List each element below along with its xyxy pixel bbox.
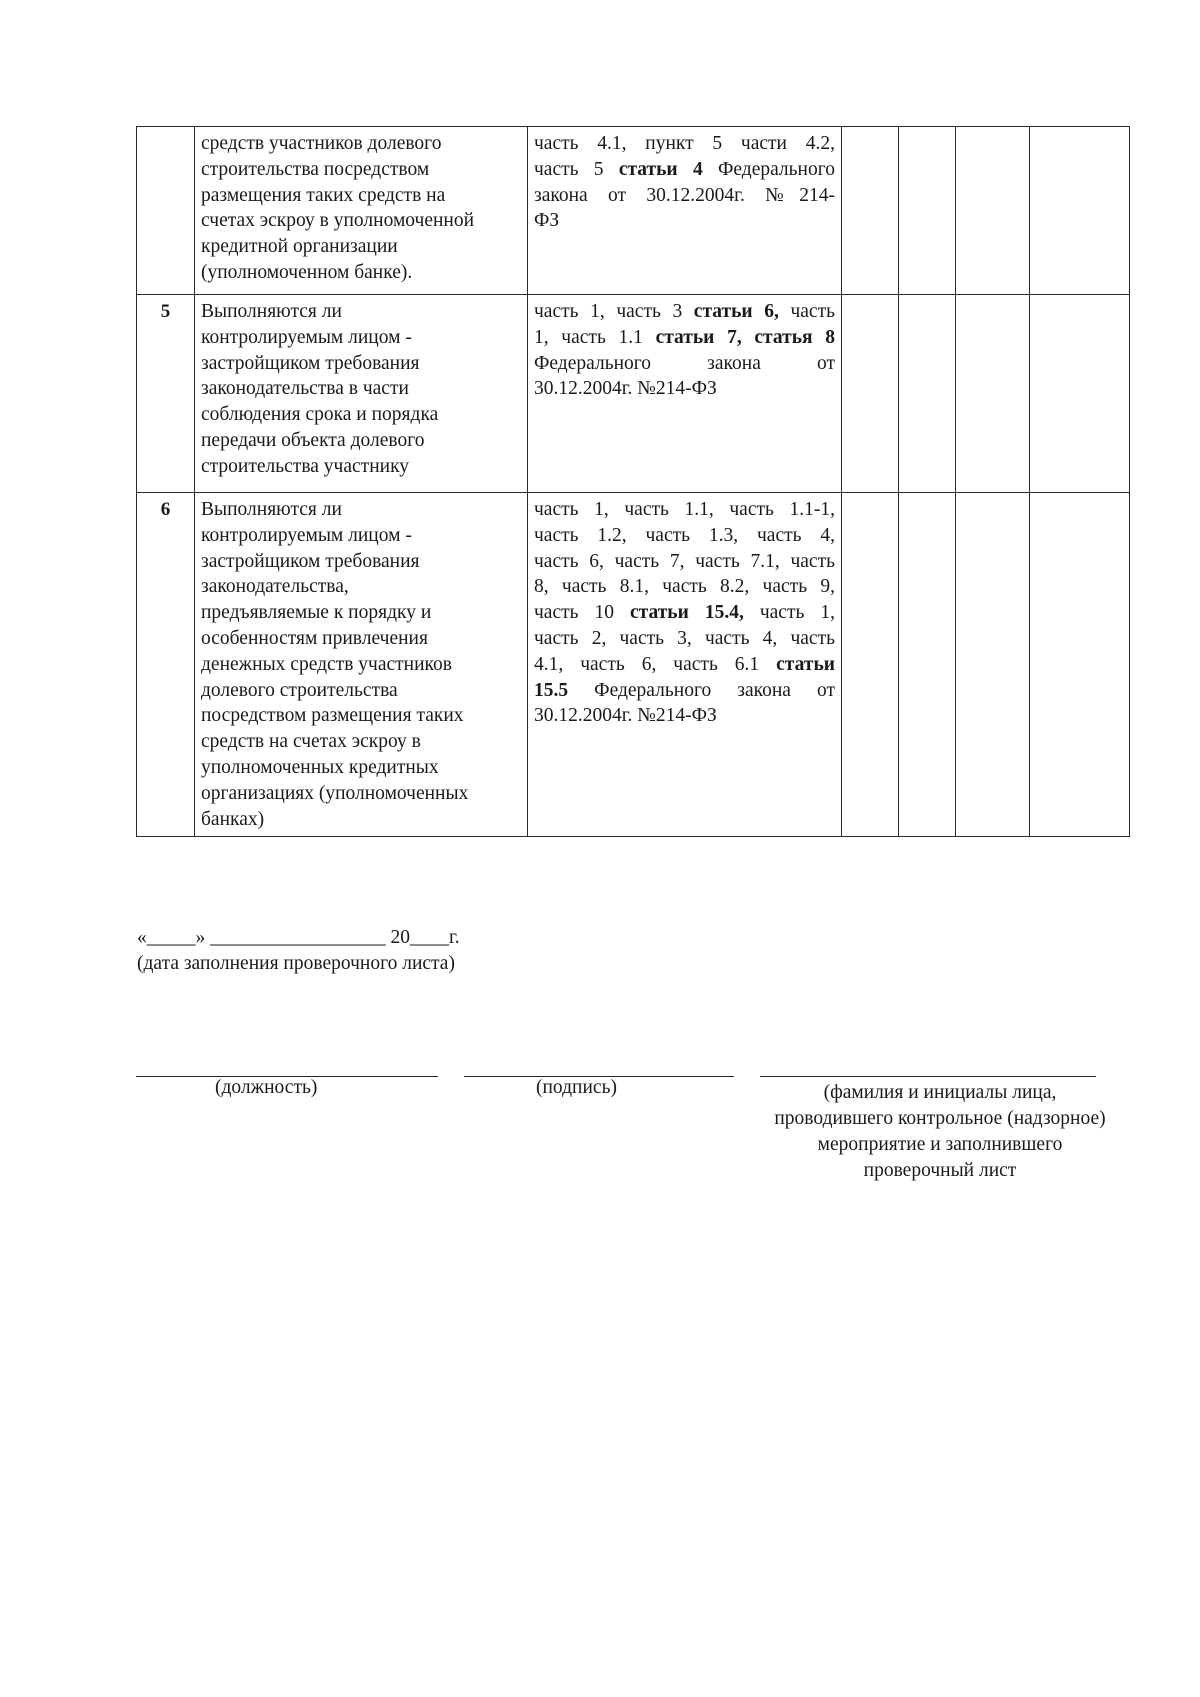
requirement-text: часть 6, часть 7, часть 7.1, часть (534, 550, 835, 572)
requirement-text: часть 1, (743, 602, 835, 624)
question-line: посредством размещения таких (201, 705, 464, 727)
requirement-text: 4.1, часть 6, часть 6.1 (534, 653, 777, 675)
date-fill-line[interactable]: «_____» __________________ 20____г. (137, 927, 460, 948)
question-cell (195, 127, 528, 295)
question-line: законодательства в части (201, 378, 409, 400)
requirement-text: 30.12.2004г. №214-ФЗ (534, 705, 717, 727)
question-line: передачи объекта долевого (201, 429, 425, 451)
question-line: контролируемым лицом - (201, 524, 412, 546)
question-line: предъявляемые к порядку и (201, 602, 432, 624)
requirement-text: часть 1, часть 1.1, часть 1.1-1, (534, 499, 835, 520)
requirement-line (534, 600, 835, 626)
row-number: 5 (137, 295, 195, 493)
date-block (137, 925, 460, 977)
question-line: особенностям привлечения (201, 627, 428, 649)
requirement-line (534, 131, 835, 157)
answer-note-cell[interactable] (1030, 127, 1130, 295)
row-number: 6 (137, 493, 195, 837)
requirement-text: закона от 30.12.2004г. №214- (534, 184, 835, 206)
requirement-text: часть 5 (534, 158, 619, 180)
question-line: Выполняются ли (201, 499, 342, 520)
requirement-cell (528, 493, 842, 837)
requirement-line (534, 652, 835, 678)
position-label: (должность) (215, 1077, 318, 1098)
answer-yes-cell[interactable] (842, 127, 899, 295)
law-article-reference: статьи 7, статья 8 (655, 326, 835, 348)
requirement-line (534, 325, 835, 351)
question-line: денежных средств участников (201, 653, 452, 675)
question-cell (195, 493, 528, 837)
requirement-line (534, 626, 835, 652)
requirement-cell (528, 295, 842, 493)
requirement-line (534, 299, 835, 325)
fio-signature-line[interactable] (760, 1076, 1096, 1077)
question-cell (195, 295, 528, 493)
answer-no-cell[interactable] (899, 295, 956, 493)
requirement-line (534, 574, 835, 600)
question-line: строительства участнику (201, 455, 410, 477)
fio-label-line: проводившего контрольное (надзорное) (774, 1108, 1106, 1129)
requirement-line (534, 157, 835, 183)
requirement-cell (528, 127, 842, 295)
answer-yes-cell[interactable] (842, 493, 899, 837)
answer-not-applicable-cell[interactable] (956, 493, 1030, 837)
requirement-text: Федерального (702, 158, 836, 180)
requirement-text: Федерального закона от (534, 352, 835, 374)
question-line: средств на счетах эскроу в (201, 731, 421, 753)
question-line: банках) (201, 808, 265, 830)
question-line: застройщиком требования (201, 550, 420, 572)
answer-not-applicable-cell[interactable] (956, 127, 1030, 295)
answer-yes-cell[interactable] (842, 295, 899, 493)
date-caption: (дата заполнения проверочного листа) (137, 953, 455, 974)
question-line: уполномоченных кредитных (201, 756, 439, 778)
question-line: организациях (уполномоченных (201, 782, 469, 804)
answer-no-cell[interactable] (899, 127, 956, 295)
fio-label-line: мероприятие и заполнившего (817, 1134, 1063, 1155)
question-line: застройщиком требования (201, 352, 420, 374)
requirement-text: часть 4.1, пункт 5 части 4.2, (534, 133, 835, 154)
question-line: соблюдения срока и порядка (201, 404, 439, 426)
requirement-text: часть 10 (534, 602, 631, 624)
requirement-line (534, 549, 835, 575)
requirement-text: часть 1, часть 3 (534, 301, 694, 322)
question-line: Выполняются ли (201, 301, 342, 322)
requirement-line (534, 351, 835, 377)
answer-no-cell[interactable] (899, 493, 956, 837)
checklist-rows (137, 127, 1130, 837)
requirement-text: ФЗ (534, 210, 560, 232)
requirement-line (534, 183, 835, 209)
requirement-text: часть 1.2, часть 1.3, часть 4, (534, 524, 835, 546)
requirement-line (534, 523, 835, 549)
requirement-text: Федерального закона от (568, 679, 835, 701)
requirement-text: 30.12.2004г. №214-ФЗ (534, 378, 717, 400)
table-row (137, 295, 1130, 493)
question-line: законодательства, (201, 576, 349, 598)
answer-note-cell[interactable] (1030, 493, 1130, 837)
law-article-reference: статьи 6, (693, 301, 779, 322)
question-line: счетах эскроу в уполномоченной (201, 210, 475, 232)
requirement-line (534, 376, 835, 402)
requirement-text: 8, часть 8.1, часть 8.2, часть 9, (534, 576, 835, 598)
fio-label-line: проверочный лист (863, 1160, 1017, 1181)
question-line: кредитной организации (201, 236, 398, 258)
requirement-line (534, 497, 835, 523)
question-line: контролируемым лицом - (201, 326, 412, 348)
requirement-line (534, 208, 835, 234)
row-number (137, 127, 195, 295)
fio-label (740, 1080, 1140, 1184)
law-article-reference: статьи (776, 653, 835, 675)
table-row (137, 493, 1130, 837)
table-row (137, 127, 1130, 295)
requirement-text: 1, часть 1.1 (534, 326, 656, 348)
question-line: средств участников долевого (201, 133, 442, 154)
requirement-text: часть 2, часть 3, часть 4, часть (534, 627, 835, 649)
question-line: (уполномоченном банке). (201, 261, 413, 283)
law-article-reference: статьи 15.4, (630, 602, 744, 624)
question-line: долевого строительства (201, 679, 398, 701)
requirement-line (534, 678, 835, 704)
question-line: размещения таких средств на (201, 184, 446, 206)
signature-label: (подпись) (536, 1077, 617, 1098)
fio-label-line: (фамилия и инициалы лица, (823, 1082, 1057, 1103)
checklist-table (136, 126, 1130, 837)
requirement-line (534, 703, 835, 729)
requirement-text: часть (778, 301, 835, 322)
question-line: строительства посредством (201, 158, 430, 180)
answer-note-cell[interactable] (1030, 295, 1130, 493)
law-article-reference: 15.5 (534, 679, 569, 701)
answer-not-applicable-cell[interactable] (956, 295, 1030, 493)
law-article-reference: статьи 4 (618, 158, 703, 180)
